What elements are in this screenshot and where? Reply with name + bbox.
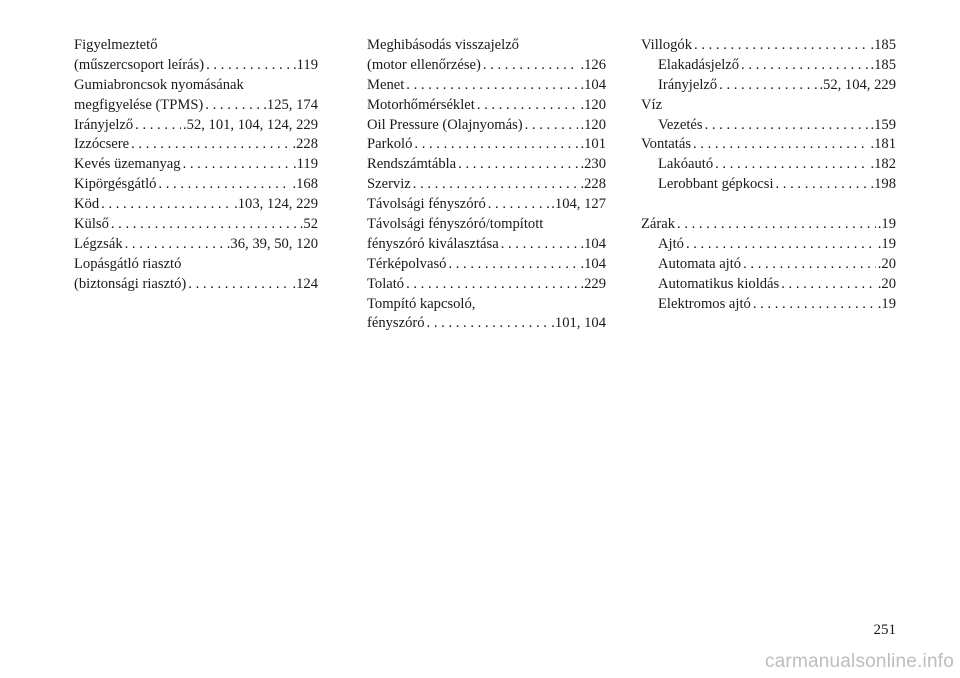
index-entry	[641, 56, 896, 76]
index-entry	[367, 56, 606, 76]
index-entry	[641, 275, 896, 295]
dot-leader	[406, 275, 578, 295]
index-entry	[74, 175, 318, 195]
index-entry	[74, 255, 318, 275]
index-entry-term: Távolsági fényszóró/tompított	[367, 216, 544, 233]
dot-leader	[781, 275, 876, 295]
index-entry	[74, 155, 318, 175]
page-number: 251	[873, 622, 896, 638]
dot-leader	[693, 135, 868, 155]
index-entry-pages: .185	[870, 56, 896, 73]
index-entry-term: Figyelmeztető	[74, 37, 158, 53]
index-entry-term: Villogók	[641, 37, 693, 53]
index-entry	[641, 155, 896, 175]
index-entry-term: Zárak	[641, 216, 676, 233]
index-entry-term: Automatikus kioldás	[658, 275, 780, 292]
index-entry-term: Tolató	[367, 275, 405, 292]
index-entry	[641, 215, 896, 235]
dot-leader	[448, 255, 578, 275]
index-entry	[367, 96, 606, 116]
dot-leader	[753, 295, 876, 315]
index-column-1	[74, 36, 318, 295]
index-entry	[641, 76, 896, 96]
index-entry-term: fényszóró kiválasztása	[367, 235, 499, 252]
index-entry-term: Víz	[641, 96, 663, 113]
index-entry	[367, 155, 606, 175]
index-entry-term: (motor ellenőrzése)	[367, 56, 481, 73]
index-entry-pages: .104	[580, 235, 606, 252]
index-entry-term: Motorhőmérséklet	[367, 96, 475, 113]
dot-leader	[501, 235, 579, 255]
dot-leader	[101, 195, 232, 215]
index-entry-term: Irányjelző	[74, 116, 134, 133]
dot-leader	[427, 314, 550, 334]
index-entry-pages: .230	[580, 156, 606, 173]
index-entry-term: Parkoló	[367, 136, 413, 153]
index-entry-pages: .181	[870, 136, 896, 153]
index-entry-pages: .19	[877, 216, 896, 233]
dot-leader	[694, 36, 868, 56]
index-entry	[74, 36, 318, 56]
index-entry-pages: .119	[293, 56, 318, 73]
index-entry-term: Tompító kapcsoló,	[367, 295, 476, 312]
dot-leader	[686, 235, 876, 255]
dot-leader	[743, 255, 876, 275]
index-column-3	[641, 36, 896, 315]
dot-leader	[677, 215, 876, 235]
index-entry-term: Rendszámtábla	[367, 156, 457, 173]
index-entry-term: Lopásgátló riasztó	[74, 255, 182, 272]
index-entry-term: Menet	[367, 76, 405, 93]
dot-leader	[413, 175, 579, 195]
index-entry	[74, 96, 318, 116]
dot-leader	[131, 135, 290, 155]
index-entry-pages: .228	[292, 136, 318, 153]
dot-leader	[715, 155, 868, 175]
index-entry-term: Vontatás	[641, 136, 691, 153]
index-entry	[367, 295, 606, 315]
index-entry-pages: .124	[292, 275, 318, 292]
index-entry-term: Oil Pressure (Olajnyomás)	[367, 116, 523, 133]
index-entry	[367, 275, 606, 295]
index-entry-term: Lerobbant gépkocsi	[658, 176, 774, 193]
index-entry-pages: .36, 39, 50, 120	[226, 235, 318, 252]
index-entry	[641, 255, 896, 275]
index-entry-term: Irányjelző	[658, 76, 718, 93]
index-entry	[74, 135, 318, 155]
dot-leader	[183, 155, 291, 175]
index-entry-pages: .126	[580, 56, 606, 73]
index-entry	[74, 235, 318, 255]
index-entry-term: Vezetés	[658, 116, 703, 133]
index-entry	[641, 295, 896, 315]
dot-leader	[705, 116, 869, 136]
index-entry	[74, 116, 318, 136]
index-entry	[367, 135, 606, 155]
dot-leader	[206, 56, 291, 76]
index-entry-term: Köd	[74, 196, 100, 213]
index-entry-pages: .52	[299, 216, 318, 233]
index-entry-pages: .20	[877, 275, 896, 292]
dot-leader	[158, 175, 290, 195]
index-entry-pages: .104	[580, 255, 606, 272]
index-entry-term: Szerviz	[367, 176, 411, 193]
dot-leader	[719, 76, 817, 96]
index-entry-pages: .159	[870, 116, 896, 133]
index-entry	[641, 116, 896, 136]
index-entry	[641, 235, 896, 255]
index-entry-term: (műszercsoport leírás)	[74, 56, 205, 73]
index-entry-term: Meghibásodás visszajelző	[367, 37, 519, 53]
index-entry-pages: .120	[580, 116, 606, 133]
index-entry	[74, 215, 318, 235]
index-entry-term: Elektromos ajtó	[658, 295, 751, 312]
index-entry	[367, 195, 606, 215]
index-entry	[641, 36, 896, 56]
index-entry-term: Légzsák	[74, 235, 123, 252]
watermark: carmanualsonline.info	[764, 651, 954, 672]
index-entry-term: Térképolvasó	[367, 255, 447, 272]
dot-leader	[188, 275, 290, 295]
index-entry-pages: .185	[870, 37, 896, 53]
index-entry	[367, 36, 606, 56]
index-entry-term: (biztonsági riasztó)	[74, 275, 187, 292]
index-entry-pages: .52, 101, 104, 124, 229	[183, 116, 318, 133]
index-entry-pages: .19	[877, 236, 896, 253]
index-entry-pages: .182	[870, 156, 896, 173]
index-entry-pages: .229	[580, 275, 606, 292]
index-entry-pages: .101	[580, 136, 606, 153]
index-entry-term: Ajtó	[658, 236, 684, 253]
dot-leader	[488, 195, 550, 215]
index-column-2	[367, 36, 606, 334]
dot-leader	[414, 135, 578, 155]
index-entry-term: Automata ajtó	[658, 255, 742, 272]
index-entry-pages: .125, 174	[263, 96, 318, 113]
index-entry-pages: .19	[877, 295, 896, 312]
dot-leader	[125, 235, 225, 255]
dot-leader	[776, 175, 869, 195]
index-entry-term: Izzócsere	[74, 136, 130, 153]
index-entry	[367, 255, 606, 275]
index-entry-term: Lakóautó	[658, 156, 714, 173]
index-entry	[74, 195, 318, 215]
dot-leader	[741, 56, 868, 76]
dot-leader	[111, 215, 298, 235]
index-entry	[367, 314, 606, 334]
index-entry-pages: .104	[580, 76, 606, 93]
dot-leader	[205, 96, 261, 116]
index-entry-term: Gumiabroncsok nyomásának	[74, 76, 244, 93]
index-entry	[367, 215, 606, 235]
index-entry-term: Távolsági fényszóró	[367, 196, 486, 213]
index-entry-pages: .20	[877, 255, 896, 272]
index-entry-term: megfigyelése (TPMS)	[74, 96, 204, 113]
index-entry-pages: .228	[580, 176, 606, 193]
index-entry	[74, 76, 318, 96]
index-entry-pages: .120	[580, 96, 606, 113]
index-entry-pages: .104, 127	[551, 196, 606, 213]
index-entry	[74, 275, 318, 295]
index-entry-term: Kipörgésgátló	[74, 176, 157, 193]
index-entry-pages: .198	[870, 176, 896, 193]
dot-leader	[525, 116, 579, 136]
index-entry	[641, 175, 896, 195]
index-entry-pages: .101, 104	[551, 315, 606, 332]
index-entry	[641, 135, 896, 155]
index-entry-pages: .103, 124, 229	[234, 196, 318, 213]
index-entry-pages: .52, 104, 229	[819, 76, 896, 93]
dot-leader	[406, 76, 578, 96]
index-entry-term: Külső	[74, 216, 109, 233]
index-entry	[367, 235, 606, 255]
dot-leader	[483, 56, 579, 76]
index-entry-term: Elakadásjelző	[658, 56, 740, 73]
index-entry-term: fényszóró	[367, 315, 425, 332]
index-entry	[367, 116, 606, 136]
dot-leader	[477, 96, 579, 116]
index-entry	[367, 175, 606, 195]
dot-leader	[135, 116, 181, 136]
dot-leader	[458, 155, 578, 175]
index-entry	[74, 56, 318, 76]
index-entry-pages: .168	[292, 176, 318, 193]
index-entry	[641, 96, 896, 116]
index-entry-pages: .119	[293, 156, 318, 173]
index-entry	[367, 76, 606, 96]
index-entry-term: Kevés üzemanyag	[74, 156, 181, 173]
